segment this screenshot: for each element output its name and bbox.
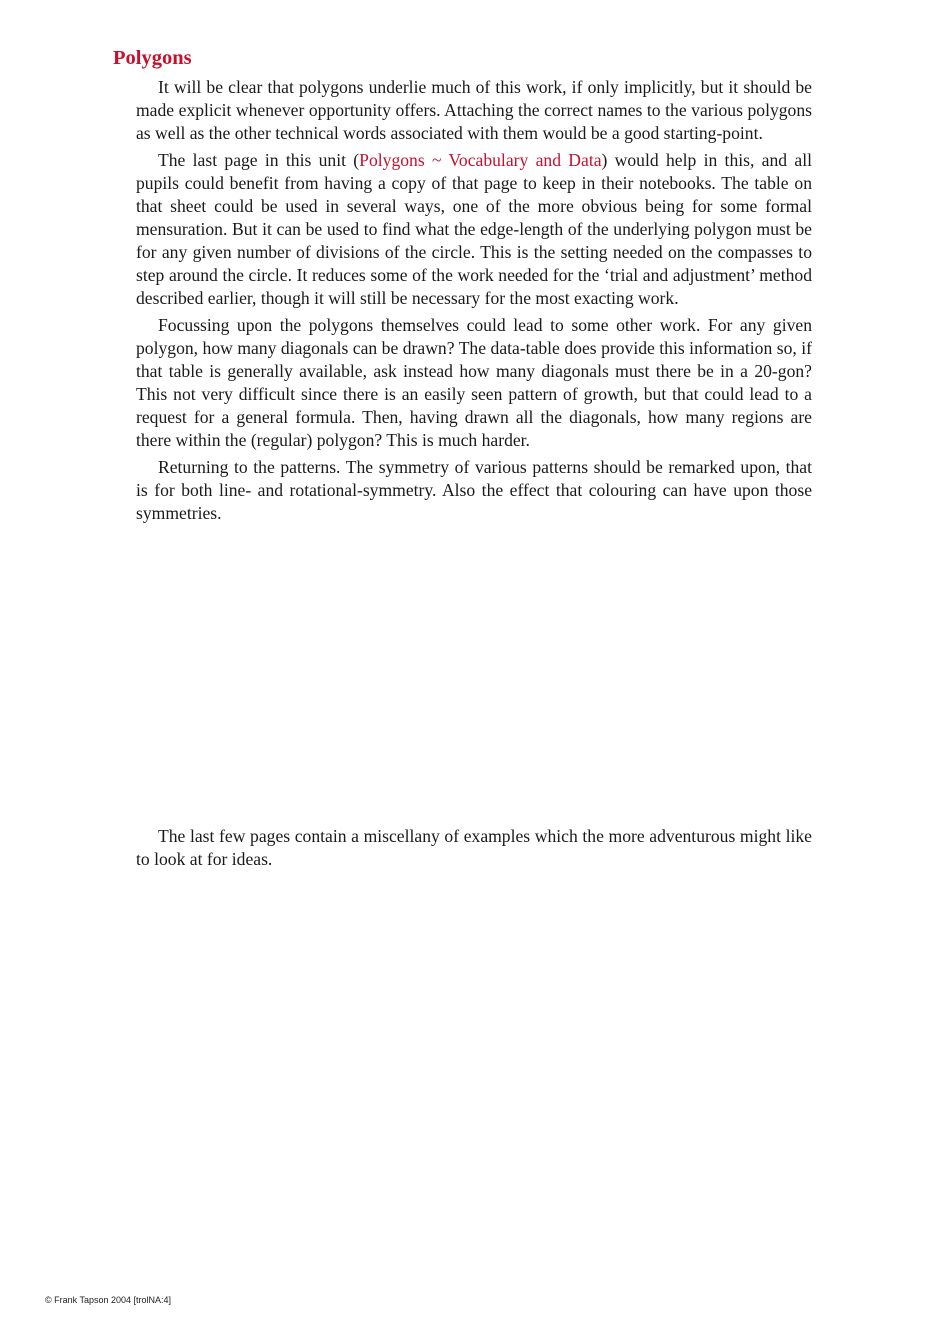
closing-section [136,825,812,875]
paragraph-text: ) would help in this, and all pupils could benefit from having a copy of that page to keep in their notebooks. The table on that sheet could be used in several ways, one of the more obvious being for some formal mensuration. But it can be used to find what the edge-length of the underlying polygon must be for any given number of divisions of the circle. This is the setting needed on the compasses to step around the circle. It reduces some of the work needed for the ‘trial and adjustment’ method described earlier, though it will still be necessary for the most exacting work. [136,150,812,308]
main-text [136,76,812,529]
polygons-vocabulary-link[interactable]: Polygons ~ Vocabulary and Data [359,150,602,170]
paragraph-data-page [136,149,812,310]
page-title: Polygons [113,47,192,69]
paragraph-miscellany: The last few pages contain a miscellany of examples which the more adventurous might like to look at for ideas. [136,826,812,869]
paragraph-intro: It will be clear that polygons underlie much of this work, if only implicitly, but it should be made explicit whenever opportunity offers. Attaching the correct names to the various polygons as well as the other technical words associated with them would be a good starting-point. [136,77,812,143]
paragraph-text: The last page in this unit ( [158,150,360,170]
paragraph-symmetry: Returning to the patterns. The symmetry of various patterns should be remarked upon, that is for both line- and rotational-symmetry. Also the effect that colouring can have upon those symmetries. [136,457,812,523]
paragraph-diagonals: Focussing upon the polygons themselves could lead to some other work. For any given polygon, how many diagonals can be drawn? The data-table does provide this information so, if that table is generally available, ask instead how many diagonals must there be in a 20-gon? This not very difficult since there is an easily seen pattern of growth, but that could lead to a request for a general formula. Then, having drawn all the diagonals, how many regions are there within the (regular) polygon? This is much harder. [136,315,812,450]
copyright-footer: © Frank Tapson 2004 [trolNA:4] [45,1295,172,1305]
